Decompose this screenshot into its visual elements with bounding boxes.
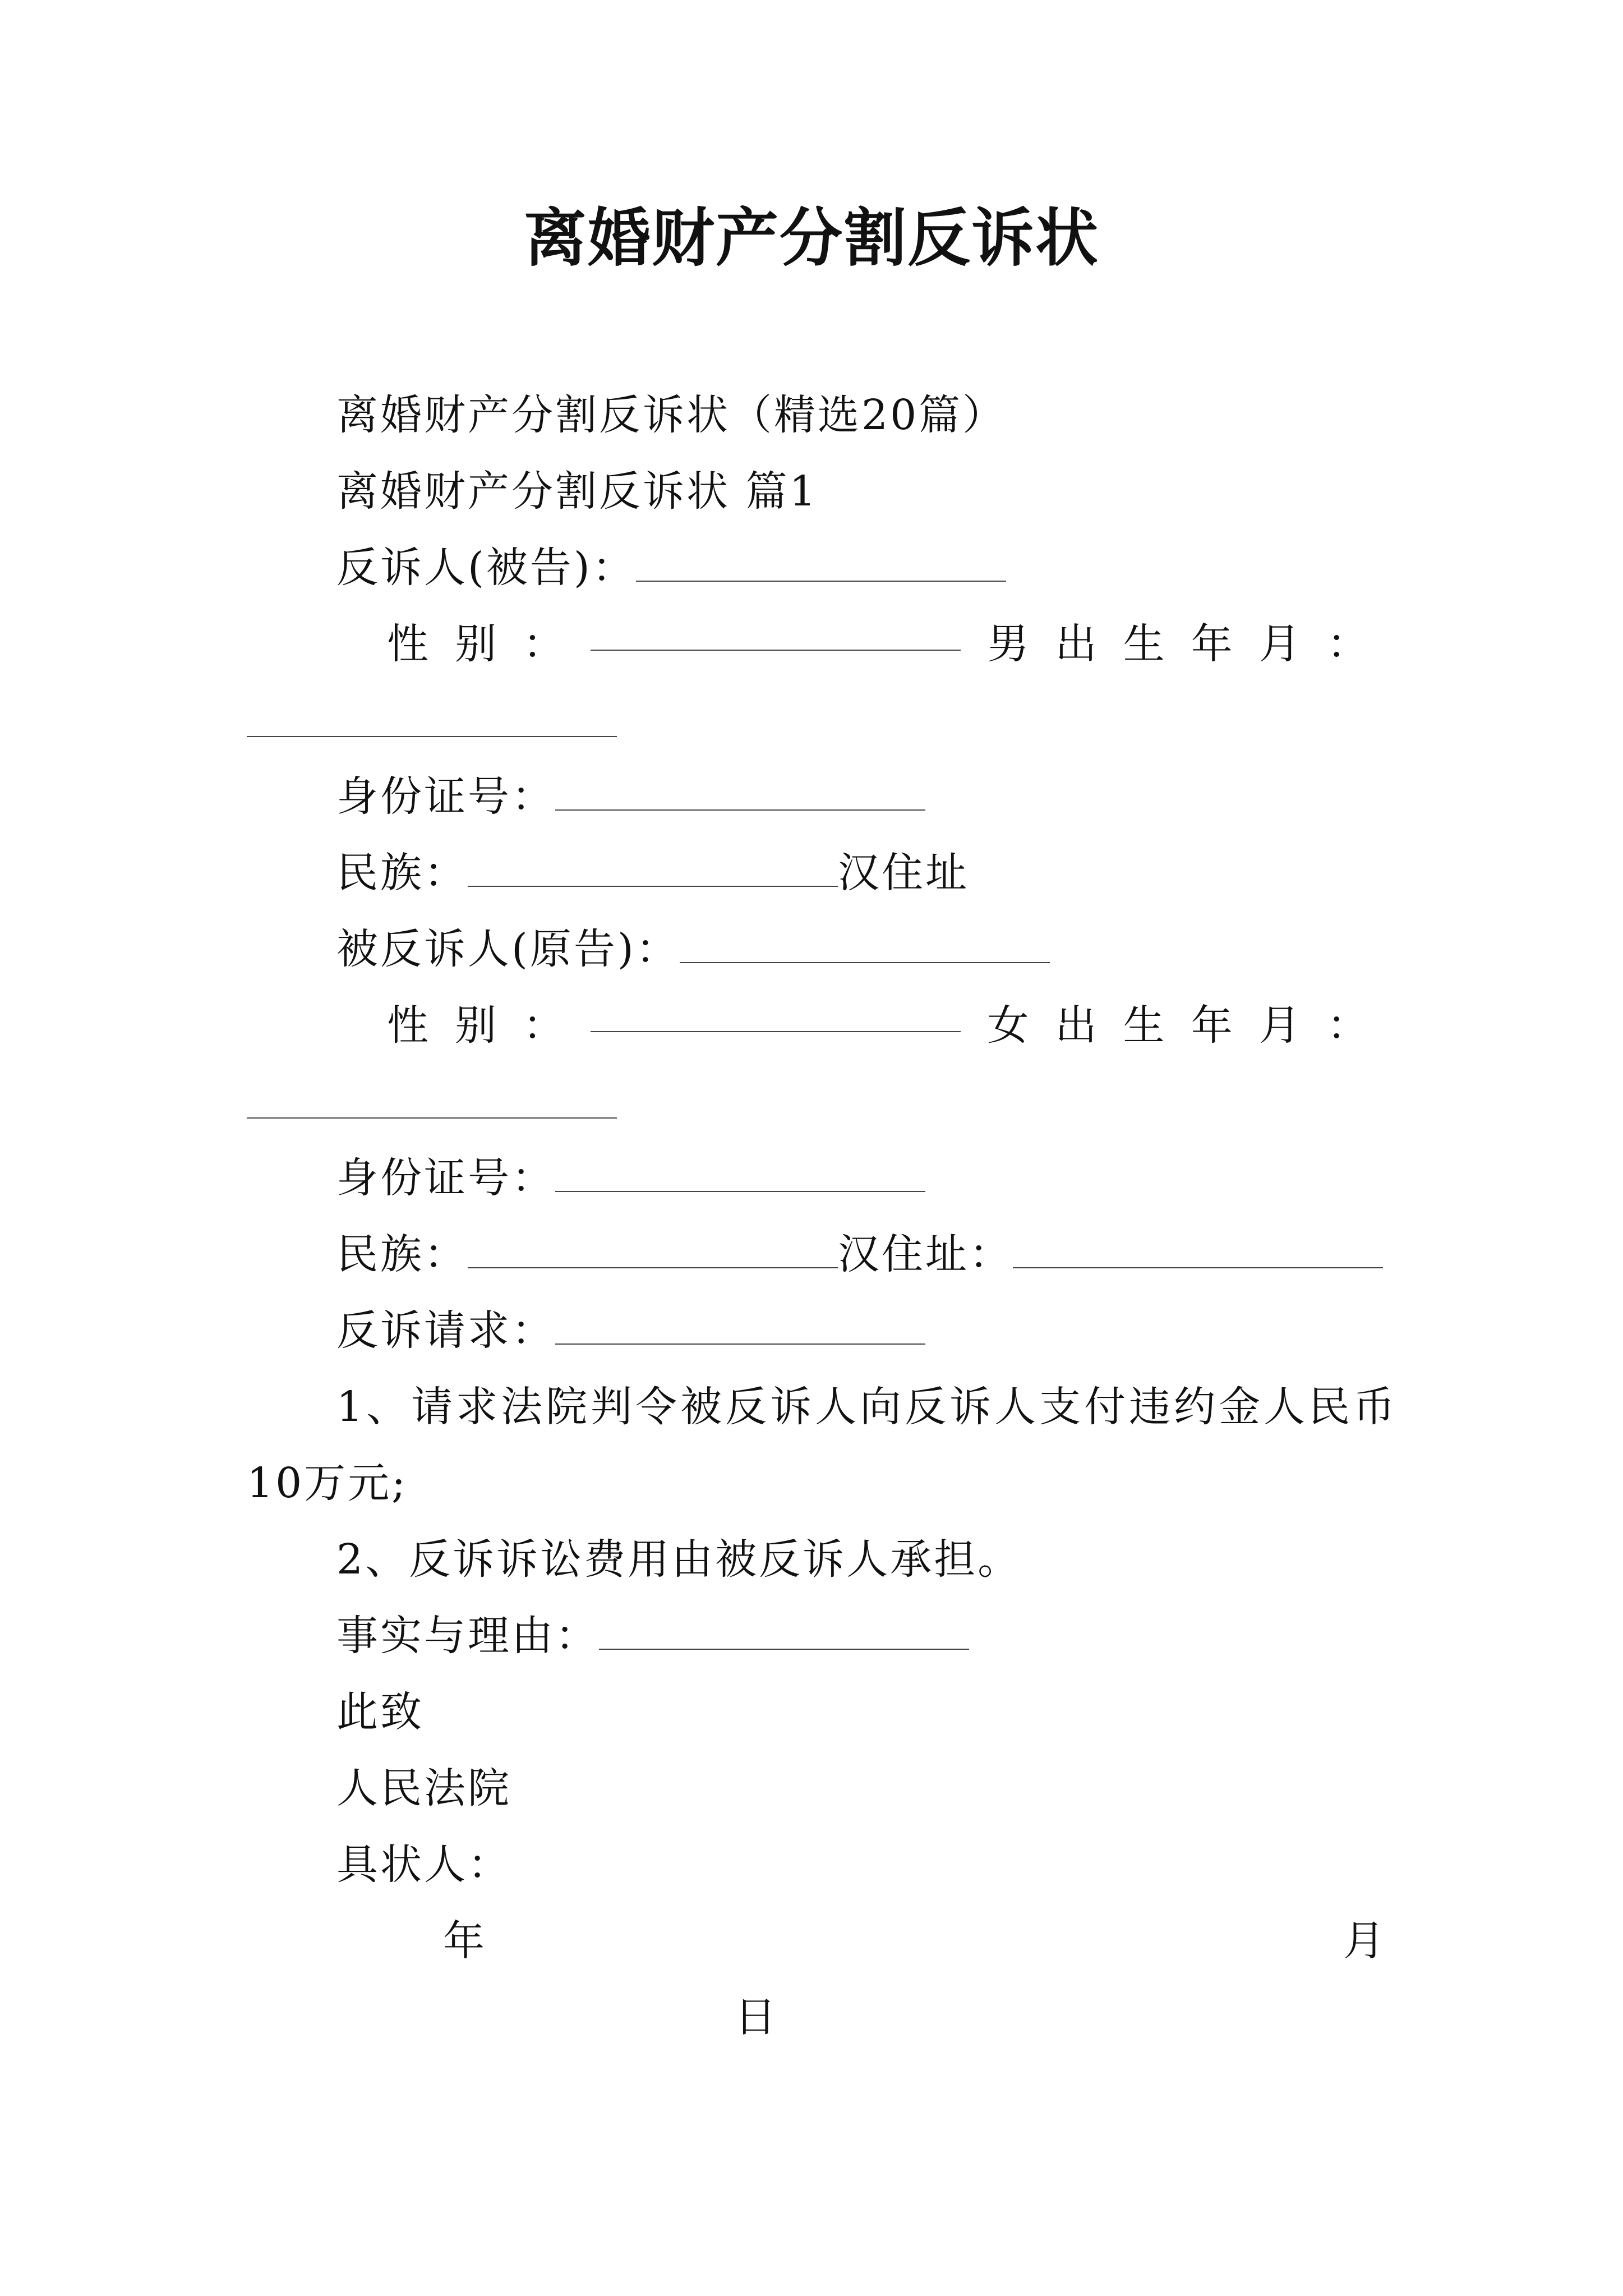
date-year: 年 <box>443 1917 487 1965</box>
salutation: 此致 <box>336 1688 424 1736</box>
signer-label: 具状人： <box>336 1841 511 1889</box>
counter-defendant-label: 被反诉人(原告)： <box>336 925 680 973</box>
id-label-1: 身份证号： <box>336 772 555 821</box>
court-name: 人民法院 <box>336 1764 511 1812</box>
claim-1: 1、请求法院判令被反诉人向反诉人支付违约金人民币 <box>336 1383 1399 1431</box>
claim-1-continued: 10万元; <box>247 1459 408 1507</box>
birth-char-1: 出 <box>1055 1001 1097 1050</box>
facts-label: 事实与理由： <box>336 1612 599 1660</box>
counter-plaintiff-label: 反诉人(被告)： <box>336 544 636 592</box>
birth-colon: ： <box>1326 1001 1368 1050</box>
ethnicity-value-2: 汉 <box>838 1230 882 1278</box>
date-day: 日 <box>735 1993 778 2041</box>
counter-defendant-blank[interactable] <box>680 928 1050 963</box>
address-blank-2[interactable] <box>1013 1234 1383 1268</box>
id-label-2: 身份证号： <box>336 1154 555 1202</box>
gender-value-1: 男 <box>987 620 1029 668</box>
birth-char-4: 月 <box>1258 1001 1301 1050</box>
gender-blank-1[interactable] <box>591 616 961 651</box>
ethnicity-blank-2[interactable] <box>468 1234 838 1268</box>
gender-colon: ： <box>523 1001 565 1050</box>
gender-colon: ： <box>523 620 565 668</box>
claims-blank[interactable] <box>555 1310 925 1345</box>
date-month: 月 <box>1343 1917 1387 1965</box>
id-blank-1[interactable] <box>555 776 925 811</box>
id-row-1 <box>336 769 925 825</box>
document-title: 离婚财产分割反诉状 <box>524 202 1099 275</box>
birth-char-2: 生 <box>1123 1001 1165 1050</box>
gender-char-2: 别 <box>455 620 497 668</box>
id-blank-2[interactable] <box>555 1157 925 1192</box>
claim-2: 2、反诉诉讼费用由被反诉人承担。 <box>336 1535 1022 1584</box>
gender-char-1: 性 <box>387 1001 428 1050</box>
ethnicity-value-1: 汉 <box>838 849 882 897</box>
section-heading: 离婚财产分割反诉状 篇1 <box>336 467 818 516</box>
id-row-2 <box>336 1150 925 1206</box>
claims-label: 反诉请求： <box>336 1306 555 1355</box>
facts-row <box>336 1608 969 1664</box>
gender-char-1: 性 <box>387 620 428 668</box>
birth-colon: ： <box>1326 620 1368 668</box>
gender-birth-row-2 <box>387 997 1368 1053</box>
ethnicity-row-2 <box>336 1226 1383 1282</box>
birth-char-3: 年 <box>1191 1001 1233 1050</box>
birth-char-4: 月 <box>1258 620 1301 668</box>
birth-char-3: 年 <box>1191 620 1233 668</box>
ethnicity-row-1 <box>336 845 969 901</box>
gender-birth-row-1 <box>387 616 1368 672</box>
birth-char-1: 出 <box>1055 620 1097 668</box>
facts-blank[interactable] <box>599 1615 969 1650</box>
gender-char-2: 别 <box>455 1001 497 1050</box>
ethnicity-blank-1[interactable] <box>468 852 838 887</box>
ethnicity-label-2: 民族： <box>336 1230 468 1278</box>
birth-blank-1[interactable] <box>247 736 617 737</box>
birth-blank-2[interactable] <box>247 1117 617 1119</box>
address-label-1: 住址 <box>882 849 969 897</box>
counter-plaintiff-blank[interactable] <box>636 547 1006 582</box>
address-label-2: 住址： <box>882 1230 1013 1278</box>
counter-defendant-row <box>336 921 1050 977</box>
gender-blank-2[interactable] <box>591 997 961 1032</box>
counter-plaintiff-row <box>336 540 1006 596</box>
gender-value-2: 女 <box>987 1001 1029 1050</box>
ethnicity-label-1: 民族： <box>336 849 468 897</box>
subtitle: 离婚财产分割反诉状（精选20篇） <box>336 391 1007 439</box>
claims-row <box>336 1303 925 1359</box>
birth-char-2: 生 <box>1123 620 1165 668</box>
